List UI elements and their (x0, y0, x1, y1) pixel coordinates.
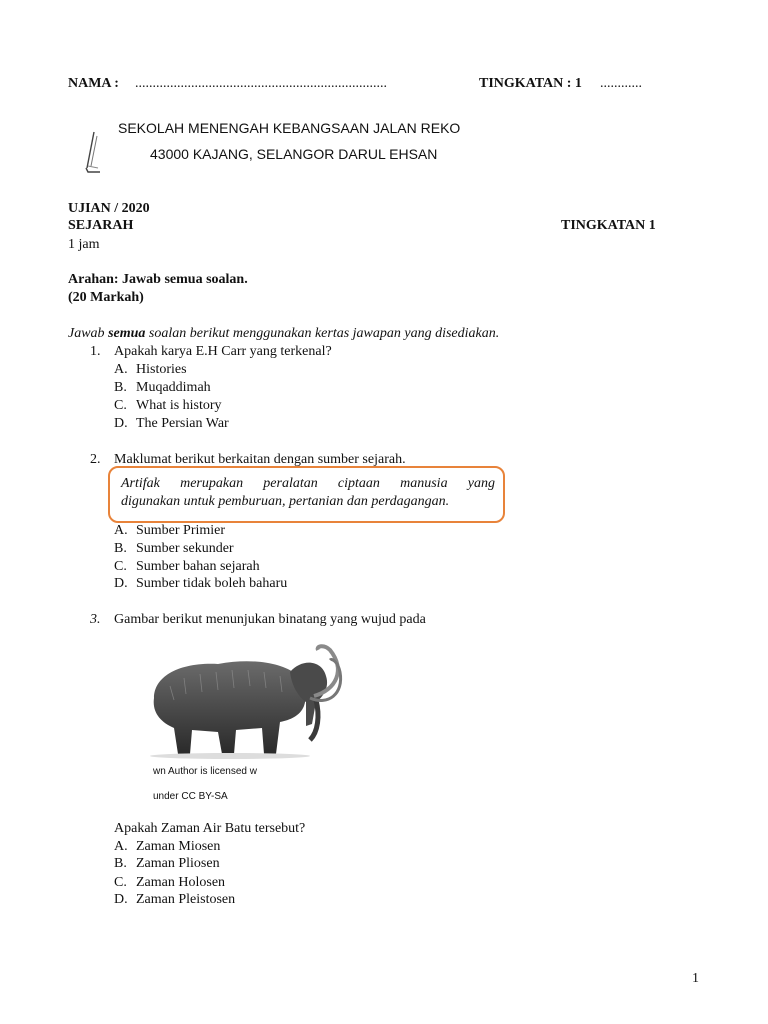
question-1: 1. Apakah karya E.H Carr yang terkenal? (90, 344, 332, 359)
q3-option-d: D. Zaman Pleistosen (114, 892, 236, 907)
q1-option-c: C. What is history (114, 398, 222, 413)
instruction-intro: Jawab semua soalan berikut menggunakan kertas jawapan yang disediakan. (68, 326, 500, 341)
name-blank: ........................................................................ (135, 76, 387, 91)
mammoth-image (140, 636, 350, 762)
form-label: TINGKATAN : 1 (479, 76, 582, 91)
q3-option-c: C. Zaman Holosen (114, 875, 226, 890)
q3-option-a: A. Zaman Miosen (114, 839, 221, 854)
q2-option-c: C. Sumber bahan sejarah (114, 559, 260, 574)
exam-form: TINGKATAN 1 (561, 218, 656, 233)
exam-subject: SEJARAH (68, 218, 134, 233)
school-crest-icon (84, 130, 102, 176)
name-label: NAMA : (68, 76, 119, 91)
q1-option-b: B. Muqaddimah (114, 380, 211, 395)
q2-option-d: D. Sumber tidak boleh baharu (114, 576, 288, 591)
q1-option-d: D. The Persian War (114, 416, 229, 431)
question-3: 3. Gambar berikut menunjukan binatang yang wujud pada (90, 612, 426, 627)
school-address: 43000 KAJANG, SELANGOR DARUL EHSAN (150, 146, 438, 162)
form-blank: ............ (600, 76, 642, 91)
image-caption-1: wn Author is licensed w (153, 766, 257, 777)
q1-option-a: A. Histories (114, 362, 187, 377)
instruction-heading: Arahan: Jawab semua soalan. (68, 272, 248, 287)
q3-option-b: B. Zaman Pliosen (114, 856, 220, 871)
q3-subquestion: Apakah Zaman Air Batu tersebut? (114, 821, 306, 836)
school-name: SEKOLAH MENENGAH KEBANGSAAN JALAN REKO (118, 120, 461, 136)
total-marks: (20 Markah) (68, 290, 144, 305)
q2-option-a: A. Sumber Primier (114, 523, 226, 538)
info-box-text: Artifak merupakan peralatan ciptaan manusia yang digunakan untuk pemburuan, pertanian dan perdagangan. (121, 476, 495, 509)
page-number: 1 (692, 971, 699, 986)
exam-duration: 1 jam (68, 237, 100, 252)
exam-title: UJIAN / 2020 (68, 201, 150, 216)
question-2: 2. Maklumat berikut berkaitan dengan sumber sejarah. (90, 452, 406, 467)
image-caption-2: under CC BY-SA (153, 791, 228, 802)
q2-option-b: B. Sumber sekunder (114, 541, 234, 556)
